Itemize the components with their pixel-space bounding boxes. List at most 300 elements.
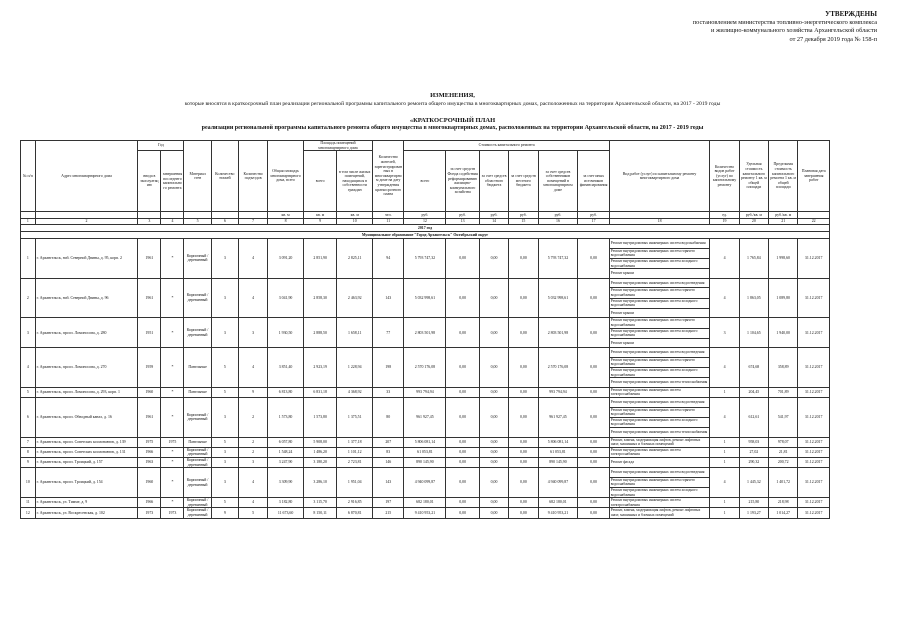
work-type-cell: Ремонт, замена, модернизация лифтов, ремонт лифтовых шахт, машинных и блочных помещений — [609, 508, 710, 518]
approval-line: от 27 декабря 2019 года № 158-п — [789, 35, 877, 43]
cost-owners-cell: 9 410 953,21 — [538, 508, 578, 518]
works-count-cell: 1 — [710, 508, 739, 518]
unit-cell: руб./кв. м — [739, 212, 768, 219]
cost-region-cell: 0,00 — [479, 457, 508, 467]
unit-cell: кв. м — [268, 212, 304, 219]
col-number: 15 — [509, 219, 538, 225]
work-type-cell: Ремонт внутридомовых инженерных систем холодного водоснабжения — [609, 487, 710, 497]
work-type-cell: Ремонт внутридомовых инженерных систем горячего водоснабжения — [609, 407, 710, 417]
year-build-cell: 1975 — [138, 437, 161, 447]
area-owned-cell: 1 101,12 — [337, 447, 373, 457]
floors-cell: 3 — [211, 457, 238, 467]
address-cell: г. Архангельск, ул. Воскресенская, д. 102 — [35, 508, 138, 518]
row-number: 3 — [21, 318, 36, 348]
area-owned-cell: 1 658,11 — [337, 318, 373, 348]
unit-cell: руб. — [446, 212, 480, 219]
th-area-all: всего — [303, 151, 337, 212]
cost-region-cell: 0,00 — [479, 508, 508, 518]
cost-owners-cell: 993 794,94 — [538, 387, 578, 397]
work-type-cell: Ремонт, замена, модернизация лифтов, ремонт лифтовых шахт, машинных и блочных помещений — [609, 437, 710, 447]
unit-cost-cell: 958,03 — [739, 437, 768, 447]
th-deadline: Плановая дата завершения работ — [798, 141, 830, 212]
col-number: 18 — [609, 219, 710, 225]
th-area-total: Общая площадь многоквартирного дома, всего — [268, 141, 304, 212]
wall-material-cell: Кирпичный / деревянный — [184, 398, 211, 438]
limit-cost-cell: 1 401,72 — [769, 468, 798, 498]
cost-total-cell: 5 806 081,14 — [404, 437, 446, 447]
work-type-cell: Ремонт внутридомовых инженерных систем водоотведения — [609, 348, 710, 358]
wall-material-cell: Панельные — [184, 437, 211, 447]
area-total-cell: 3 851,40 — [268, 348, 304, 388]
th-works-count: Количество видов работ (услуг) по капитальному ремонту — [710, 141, 739, 212]
cost-owners-cell: 61 053,81 — [538, 447, 578, 457]
area-all-cell: 5 908,00 — [303, 437, 337, 447]
year-heading: 2017 год — [21, 225, 830, 232]
address-cell: г. Архангельск, просп. Ломоносова, д. 270 — [35, 348, 138, 388]
area-owned-cell: 1 377,18 — [337, 437, 373, 447]
residents-cell: 33 — [373, 387, 404, 397]
unit-cell — [184, 212, 211, 219]
cost-fund-cell: 0,00 — [446, 239, 480, 279]
limit-cost-cell: 1 940,00 — [769, 318, 798, 348]
work-type-cell: Ремонт внутридомовых инженерных систем электроснабжения — [609, 387, 710, 397]
col-number: 19 — [710, 219, 739, 225]
row-number: 4 — [21, 348, 36, 388]
year-repair-cell: * — [161, 468, 184, 498]
unit-cell: руб. — [479, 212, 508, 219]
area-total-cell: 1 930,50 — [268, 318, 304, 348]
cost-owners-cell: 5 793 747,32 — [538, 239, 578, 279]
wall-material-cell: Кирпичный / деревянный — [184, 239, 211, 279]
cost-fund-cell: 0,00 — [446, 278, 480, 318]
unit-cell: ед. — [710, 212, 739, 219]
address-cell: г. Архангельск, просп. Советских космонавтов, д. 131 — [35, 447, 138, 457]
wall-material-cell: Кирпичный / деревянный — [184, 508, 211, 518]
th-works: Вид работ (услуг) по капитальному ремонту многоквартирного дома — [609, 141, 710, 212]
cost-local-cell: 0,00 — [509, 278, 538, 318]
cost-owners-cell: 961 927,45 — [538, 398, 578, 438]
cost-region-cell: 0,00 — [479, 398, 508, 438]
th-num: № п/п — [21, 141, 36, 212]
year-build-cell: 1951 — [138, 318, 161, 348]
residents-cell: 198 — [373, 348, 404, 388]
cost-region-cell: 0,00 — [479, 318, 508, 348]
residents-cell: 146 — [373, 457, 404, 467]
works-count-cell: 4 — [710, 348, 739, 388]
cost-other-cell: 0,00 — [578, 508, 609, 518]
area-total-cell: 3 182,80 — [268, 498, 304, 508]
limit-cost-cell: 358,89 — [769, 348, 798, 388]
works-count-cell: 1 — [710, 437, 739, 447]
wall-material-cell: Кирпичный / деревянный — [184, 278, 211, 318]
entrances-cell: 2 — [238, 398, 267, 438]
residents-cell: 94 — [373, 239, 404, 279]
address-cell: г. Архангельск, просп. Троицкий, д. 157 — [35, 457, 138, 467]
floors-cell: 3 — [211, 278, 238, 318]
area-all-cell: 8 150,11 — [303, 508, 337, 518]
unit-cell — [211, 212, 238, 219]
area-total-cell: 1 548,24 — [268, 447, 304, 457]
cost-other-cell: 0,00 — [578, 387, 609, 397]
row-number: 12 — [21, 508, 36, 518]
deadline-cell: 31.12.2017 — [798, 437, 830, 447]
entrances-cell: 4 — [238, 278, 267, 318]
floors-cell: 5 — [211, 498, 238, 508]
unit-cell — [609, 212, 710, 219]
unit-cell — [35, 212, 138, 219]
row-number: 7 — [21, 437, 36, 447]
col-number: 22 — [798, 219, 830, 225]
work-type-cell: Ремонт внутридомовых инженерных систем холодного водоснабжения — [609, 328, 710, 338]
wall-material-cell: Кирпичный / деревянный — [184, 468, 211, 498]
deadline-cell: 31.12.2017 — [798, 447, 830, 457]
work-type-cell: Ремонт внутридомовых инженерных систем теплоснабжения — [609, 378, 710, 388]
area-all-cell: 1 573,80 — [303, 398, 337, 438]
row-number: 11 — [21, 498, 36, 508]
area-total-cell: 3 309,90 — [268, 468, 304, 498]
cost-total-cell: 682 180,01 — [404, 498, 446, 508]
unit-cost-cell: 1 104,65 — [739, 318, 768, 348]
work-type-cell: Ремонт внутридомовых инженерных систем холодного водоснабжения — [609, 417, 710, 427]
work-type-cell: Ремонт внутридомовых инженерных систем теплоснабжения — [609, 428, 710, 438]
col-number: 11 — [373, 219, 404, 225]
col-number: 2 — [35, 219, 138, 225]
area-owned-cell: 1 375,51 — [337, 398, 373, 438]
work-type-cell: Ремонт внутридомовых инженерных систем водоотведения — [609, 278, 710, 288]
works-count-cell: 4 — [710, 468, 739, 498]
works-count-cell: 4 — [710, 239, 739, 279]
unit-cell — [138, 212, 161, 219]
unit-cell: руб. — [538, 212, 578, 219]
table-row — [21, 508, 830, 518]
area-owned-cell: 1 228,94 — [337, 348, 373, 388]
residents-cell: 80 — [373, 398, 404, 438]
cost-other-cell: 0,00 — [578, 457, 609, 467]
cost-total-cell: 890 145,90 — [404, 457, 446, 467]
residents-cell: 77 — [373, 318, 404, 348]
address-cell: г. Архангельск, просп. Ломоносова, д. 280 — [35, 318, 138, 348]
work-type-cell: Ремонт внутридомовых инженерных систем электроснабжения — [609, 447, 710, 457]
cost-local-cell: 0,00 — [509, 508, 538, 518]
plan-table — [20, 140, 830, 519]
table-row — [21, 239, 830, 249]
changes-subtitle: которые вносятся в краткосрочный план реализации региональной программы капитального ремонта общего имущества в многоквартирных домах, расположенных на территории Архангельской области, на 2017 - 2019 годы — [184, 101, 721, 107]
cost-local-cell: 0,00 — [509, 318, 538, 348]
unit-cost-cell: 215,80 — [739, 498, 768, 508]
works-count-cell: 3 — [710, 318, 739, 348]
cost-owners-cell: 5 032 998,61 — [538, 278, 578, 318]
deadline-cell: 31.12.2017 — [798, 398, 830, 438]
unit-cost-cell: 1 863,05 — [739, 278, 768, 318]
cost-total-cell: 5 793 747,32 — [404, 239, 446, 279]
deadline-cell: 31.12.2017 — [798, 387, 830, 397]
area-owned-cell: 1 951,04 — [337, 468, 373, 498]
table-row — [21, 468, 830, 478]
year-repair-cell: * — [161, 239, 184, 279]
limit-cost-cell: 21,81 — [769, 447, 798, 457]
th-area-group: Площадь помещений многоквартирного дома — [303, 141, 372, 151]
year-build-cell: 1959 — [138, 348, 161, 388]
wall-material-cell: Кирпичный / деревянный — [184, 447, 211, 457]
unit-cost-cell: 290,32 — [739, 457, 768, 467]
cost-other-cell: 0,00 — [578, 348, 609, 388]
row-number: 5 — [21, 387, 36, 397]
year-repair-cell: 1975 — [161, 437, 184, 447]
deadline-cell: 31.12.2017 — [798, 457, 830, 467]
col-number: 16 — [538, 219, 578, 225]
cost-local-cell: 0,00 — [509, 468, 538, 498]
address-cell: г. Архангельск, просп. Ломоносова, д. 293, корп. 1 — [35, 387, 138, 397]
row-number: 9 — [21, 457, 36, 467]
th-area-owned: в том числе жилых помещений, находящихся в собственности граждан — [337, 151, 373, 212]
work-type-cell: Ремонт внутридомовых инженерных систем холодного водоснабжения — [609, 258, 710, 268]
area-all-cell: 2 923,19 — [303, 348, 337, 388]
row-number: 8 — [21, 447, 36, 457]
th-cost-region: за счет средств областного бюджета — [479, 151, 508, 212]
unit-cell: руб./кв. м — [769, 212, 798, 219]
col-number: 3 — [138, 219, 161, 225]
unit-cell — [161, 212, 184, 219]
entrances-cell: 5 — [238, 508, 267, 518]
deadline-cell: 31.12.2017 — [798, 318, 830, 348]
area-total-cell: 3 247,90 — [268, 457, 304, 467]
area-total-cell: 3 041,90 — [268, 278, 304, 318]
unit-cell: чел. — [373, 212, 404, 219]
year-repair-cell: * — [161, 498, 184, 508]
col-number: 20 — [739, 219, 768, 225]
col-number: 8 — [268, 219, 304, 225]
unit-cost-cell: 27,02 — [739, 447, 768, 457]
cost-local-cell: 0,00 — [509, 498, 538, 508]
cost-local-cell: 0,00 — [509, 447, 538, 457]
changes-title: ИЗМЕНЕНИЯ, — [430, 92, 475, 99]
year-repair-cell: * — [161, 278, 184, 318]
work-type-cell: Ремонт внутридомовых инженерных систем водоотведения — [609, 398, 710, 408]
cost-region-cell: 0,00 — [479, 498, 508, 508]
unit-cost-cell: 1 193,27 — [739, 508, 768, 518]
cost-total-cell: 2 803 501,98 — [404, 318, 446, 348]
cost-region-cell: 0,00 — [479, 239, 508, 279]
cost-other-cell: 0,00 — [578, 498, 609, 508]
plan-title: «КРАТКОСРОЧНЫЙ ПЛАН — [409, 117, 496, 124]
work-type-cell: Ремонт внутридомовых инженерных систем горячего водоснабжения — [609, 477, 710, 487]
cost-total-cell: 961 927,45 — [404, 398, 446, 438]
address-cell: г. Архангельск, наб. Северной Двины, д. 96 — [35, 278, 138, 318]
area-total-cell: 6 057,80 — [268, 437, 304, 447]
area-owned-cell: 4 368,92 — [337, 387, 373, 397]
th-floors: Количество этажей — [211, 141, 238, 212]
works-count-cell: 1 — [710, 387, 739, 397]
year-build-cell: 1963 — [138, 457, 161, 467]
col-number: 6 — [211, 219, 238, 225]
limit-cost-cell: 1 089,80 — [769, 278, 798, 318]
table-row — [21, 447, 830, 457]
residents-cell: 207 — [373, 437, 404, 447]
th-cost-fund: за счет средств Фонда содействия реформированию жилищно-коммунального хозяйства — [446, 151, 480, 212]
area-all-cell: 2 851,90 — [303, 239, 337, 279]
col-number: 17 — [578, 219, 609, 225]
work-type-cell: Ремонт внутридомовых инженерных систем холодного водоснабжения — [609, 368, 710, 378]
work-type-cell: Ремонт внутридомовых инженерных систем горячего водоснабжения — [609, 318, 710, 328]
work-type-cell: Ремонт внутридомовых инженерных систем водоснабжения — [609, 239, 710, 249]
table-row — [21, 387, 830, 397]
unit-cell: кв. м — [303, 212, 337, 219]
unit-cell: руб. — [509, 212, 538, 219]
floors-cell: 3 — [211, 318, 238, 348]
cost-local-cell: 0,00 — [509, 398, 538, 438]
floors-cell: 5 — [211, 348, 238, 388]
deadline-cell: 31.12.2017 — [798, 508, 830, 518]
cost-fund-cell: 0,00 — [446, 387, 480, 397]
work-type-cell: Ремонт фасада — [609, 457, 710, 467]
cost-region-cell: 0,00 — [479, 278, 508, 318]
table-row — [21, 278, 830, 288]
works-count-cell: 1 — [710, 457, 739, 467]
cost-owners-cell: 2 570 176,08 — [538, 348, 578, 388]
entrances-cell: 3 — [238, 457, 267, 467]
entrances-cell: 3 — [238, 318, 267, 348]
th-address: Адрес многоквартирного дома — [35, 141, 138, 212]
cost-owners-cell: 4 940 099,87 — [538, 468, 578, 498]
area-all-cell: 2 888,50 — [303, 318, 337, 348]
unit-cell — [238, 212, 267, 219]
year-build-cell: 1961 — [138, 278, 161, 318]
cost-other-cell: 0,00 — [578, 398, 609, 438]
cost-fund-cell: 0,00 — [446, 318, 480, 348]
approval-stamp — [693, 10, 877, 44]
cost-region-cell: 0,00 — [479, 437, 508, 447]
year-repair-cell: * — [161, 457, 184, 467]
entrances-cell: 4 — [238, 348, 267, 388]
table-row — [21, 498, 830, 508]
cost-other-cell: 0,00 — [578, 437, 609, 447]
cost-total-cell: 61 053,81 — [404, 447, 446, 457]
table-row — [21, 348, 830, 358]
cost-owners-cell: 682 180,01 — [538, 498, 578, 508]
work-type-cell: Ремонт внутридомовых инженерных систем холодного водоснабжения — [609, 298, 710, 308]
cost-fund-cell: 0,00 — [446, 468, 480, 498]
cost-region-cell: 0,00 — [479, 348, 508, 388]
limit-cost-cell: 978,07 — [769, 437, 798, 447]
cost-local-cell: 0,00 — [509, 239, 538, 279]
cost-fund-cell: 0,00 — [446, 508, 480, 518]
address-cell: г. Архангельск, просп. Обводный канал, д. 16 — [35, 398, 138, 438]
col-number: 14 — [479, 219, 508, 225]
cost-region-cell: 0,00 — [479, 468, 508, 498]
cost-local-cell: 0,00 — [509, 348, 538, 388]
year-build-cell: 1966 — [138, 447, 161, 457]
entrances-cell: 2 — [238, 447, 267, 457]
cost-total-cell: 993 794,94 — [404, 387, 446, 397]
cost-other-cell: 0,00 — [578, 468, 609, 498]
floors-cell: 5 — [211, 437, 238, 447]
approval-title: УТВЕРЖДЕНЫ — [825, 10, 877, 18]
deadline-cell: 31.12.2017 — [798, 278, 830, 318]
unit-cost-cell: 204,45 — [739, 387, 768, 397]
col-number: 1 — [21, 219, 36, 225]
wall-material-cell: Кирпичный / деревянный — [184, 318, 211, 348]
cost-region-cell: 0,00 — [479, 447, 508, 457]
cost-fund-cell: 0,00 — [446, 398, 480, 438]
deadline-cell: 31.12.2017 — [798, 498, 830, 508]
area-total-cell: 3 091,20 — [268, 239, 304, 279]
th-unit-cost: Удельная стоимость капитального ремонту 1 кв. м общей площади — [739, 141, 768, 212]
address-cell: г. Архангельск, наб. Северной Двины, д. 95, корп. 2 — [35, 239, 138, 279]
table-row — [21, 398, 830, 408]
th-cost-owners: за счет средств собственников помещений в многоквартирном доме — [538, 151, 578, 212]
entrances-cell: 2 — [238, 437, 267, 447]
entrances-cell: 4 — [238, 468, 267, 498]
cost-fund-cell: 0,00 — [446, 348, 480, 388]
cost-fund-cell: 0,00 — [446, 437, 480, 447]
deadline-cell: 31.12.2017 — [798, 239, 830, 279]
row-number: 6 — [21, 398, 36, 438]
work-type-cell: Ремонт внутридомовых инженерных систем горячего водоснабжения — [609, 248, 710, 258]
work-type-cell: Ремонт внутридомовых инженерных систем водоотведения — [609, 468, 710, 478]
deadline-cell: 31.12.2017 — [798, 348, 830, 388]
wall-material-cell: Кирпичный / деревянный — [184, 457, 211, 467]
year-repair-cell: * — [161, 387, 184, 397]
unit-cell — [798, 212, 830, 219]
cost-fund-cell: 0,00 — [446, 498, 480, 508]
year-build-cell: 1960 — [138, 387, 161, 397]
address-cell: г. Архангельск, просп. Троицкий, д. 154 — [35, 468, 138, 498]
year-build-cell: 1973 — [138, 508, 161, 518]
area-total-cell: 6 813,80 — [268, 387, 304, 397]
area-total-cell: 1 573,80 — [268, 398, 304, 438]
work-type-cell: Ремонт внутридомовых инженерных систем электроснабжения — [609, 498, 710, 508]
cost-region-cell: 0,00 — [479, 387, 508, 397]
th-year-group: Год — [138, 141, 184, 151]
col-number: 9 — [303, 219, 337, 225]
limit-cost-cell: 701,89 — [769, 387, 798, 397]
plan-subtitle: реализации региональной программы капитального ремонта общего имущества в многоквартирных домах, расположенных на территории Архангельской области, на 2017 - 2019 годы — [201, 125, 704, 131]
year-repair-cell: 1973 — [161, 508, 184, 518]
area-owned-cell: 2 825,11 — [337, 239, 373, 279]
year-build-cell: 1961 — [138, 398, 161, 438]
residents-cell: 143 — [373, 278, 404, 318]
col-number: 13 — [446, 219, 480, 225]
area-all-cell: 3 115,70 — [303, 498, 337, 508]
unit-cost-cell: 674,68 — [739, 348, 768, 388]
entrances-cell: 4 — [238, 498, 267, 508]
unit-cell: руб. — [578, 212, 609, 219]
col-number: 5 — [184, 219, 211, 225]
th-cost-all: всего — [404, 151, 446, 212]
unit-cost-cell: 612,61 — [739, 398, 768, 438]
wall-material-cell: Панельные — [184, 348, 211, 388]
limit-cost-cell: 200,72 — [769, 457, 798, 467]
year-repair-cell: * — [161, 447, 184, 457]
residents-cell: 215 — [373, 508, 404, 518]
area-all-cell: 6 831,18 — [303, 387, 337, 397]
work-type-cell: Ремонт внутридомовых инженерных систем горячего водоснабжения — [609, 357, 710, 367]
cost-fund-cell: 0,00 — [446, 457, 480, 467]
area-owned-cell: 2 463,92 — [337, 278, 373, 318]
th-year-repair: завершения последнего капитального ремонта — [161, 151, 184, 212]
wall-material-cell: Панельные — [184, 387, 211, 397]
th-cost-group: Стоимость капитального ремонта — [404, 141, 609, 151]
cost-total-cell: 4 940 099,87 — [404, 468, 446, 498]
th-wall: Материал стен — [184, 141, 211, 212]
cost-fund-cell: 0,00 — [446, 447, 480, 457]
works-count-cell: 4 — [710, 398, 739, 438]
approval-line: постановлением министерства топливно-энергетического комплекса — [692, 18, 877, 26]
address-cell: г. Архангельск, просп. Советских космонавтов, д. 139 — [35, 437, 138, 447]
th-entrances: Количество подъездов — [238, 141, 267, 212]
row-number: 1 — [21, 239, 36, 279]
row-number: 10 — [21, 468, 36, 498]
